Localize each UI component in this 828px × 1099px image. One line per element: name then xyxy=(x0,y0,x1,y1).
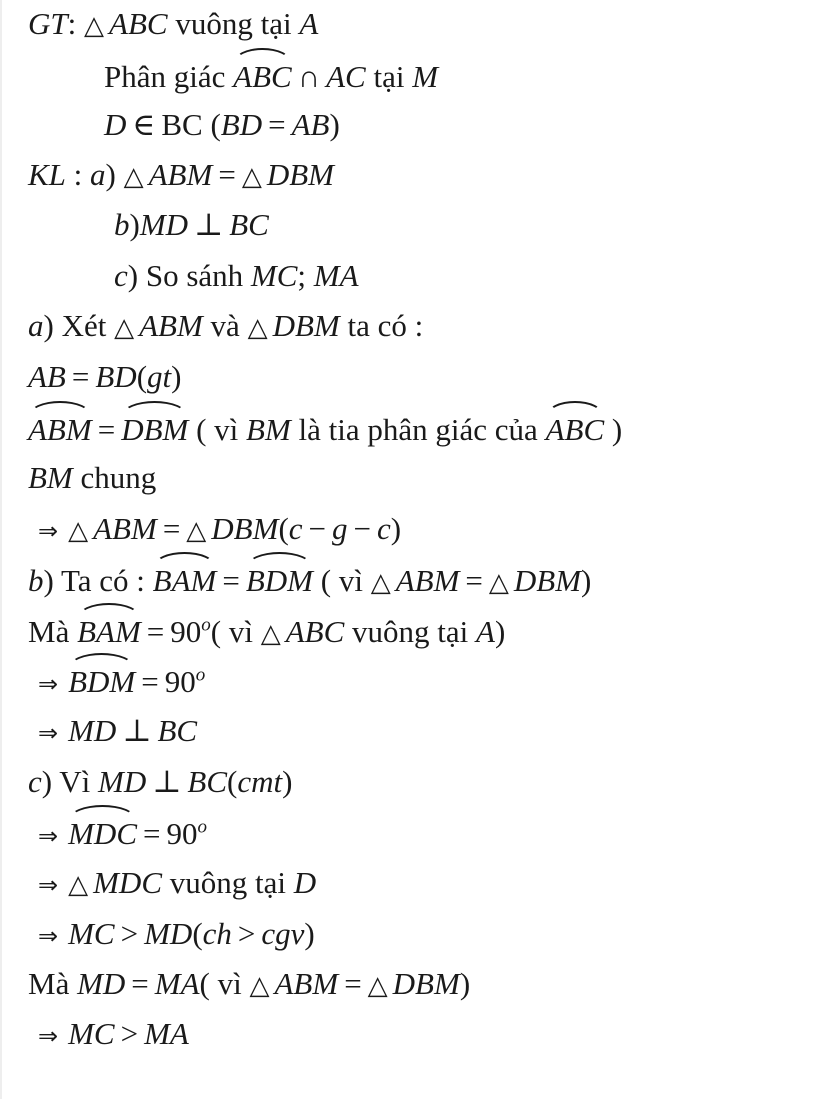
triangle-icon: △ xyxy=(241,162,262,192)
angle-arc: BDM xyxy=(246,559,313,601)
given-line-1: GT: △ ABC vuông tại A xyxy=(28,6,319,41)
angle-arc: ABM xyxy=(28,408,92,450)
angle-arc: ABC xyxy=(546,408,605,450)
triangle-icon: △ xyxy=(68,516,89,546)
triangle-icon: △ xyxy=(249,971,270,1001)
proof-b-step-2: Mà BAM = $90^o$( vì △ ABC vuông tại A) xyxy=(28,610,505,650)
proof-b-result: ⇒ MD ⊥ BC xyxy=(30,711,197,751)
angle-arc: DBM xyxy=(121,408,188,450)
triangle-icon: △ xyxy=(123,162,144,192)
triangle-icon: △ xyxy=(68,870,89,900)
proof-b-step-3: ⇒ BDM = $90^o$ xyxy=(30,660,205,700)
angle-arc: BAM xyxy=(77,610,141,652)
angle-arc: BAM xyxy=(153,559,217,601)
proof-c-result: ⇒ MC > MA xyxy=(30,1014,189,1054)
conclusion-line-3: c) So sánh MC; MA xyxy=(114,258,359,293)
given-line-2: Phân giác ABC ∩ AC tại M xyxy=(104,55,438,95)
proof-c-step-4: ⇒ MC > MD(ch > cgv) xyxy=(30,914,315,954)
triangle-icon: △ xyxy=(260,619,281,649)
proof-a-step-1: AB = BD(gt) xyxy=(28,359,182,394)
angle-arc: BDM xyxy=(68,660,135,702)
proof-c-step-3: ⇒ △ MDC vuông tại D xyxy=(30,863,316,903)
triangle-icon: △ xyxy=(186,516,207,546)
implies-icon: ⇒ xyxy=(38,719,59,747)
triangle-icon: △ xyxy=(84,11,105,41)
triangle-icon: △ xyxy=(370,568,391,598)
proof-a-intro: a) Xét △ ABM và △ DBM ta có : xyxy=(28,308,424,343)
proof-a-step-2: ABM = DBM ( vì BM là tia phân giác của ABC ) xyxy=(28,408,622,448)
triangle-icon: △ xyxy=(114,313,135,343)
implies-icon: ⇒ xyxy=(38,922,59,950)
implies-icon: ⇒ xyxy=(38,822,59,850)
triangle-icon: △ xyxy=(367,971,388,1001)
proof-a-step-3: BM chung xyxy=(28,460,157,495)
proof-c-step-2: ⇒ MDC = $90^o$ xyxy=(30,812,207,852)
angle-arc: ABC xyxy=(233,55,292,97)
given-line-3: D ∈ BC (BD = AB) xyxy=(104,107,340,142)
proof-c-step-1: c) Vì MD ⊥ BC(cmt) xyxy=(28,764,293,799)
implies-icon: ⇒ xyxy=(38,871,59,899)
angle-arc: MDC xyxy=(68,812,137,854)
implies-icon: ⇒ xyxy=(38,517,59,545)
triangle-icon: △ xyxy=(488,568,509,598)
conclusion-label: KL xyxy=(28,157,66,192)
conclusion-line-1: KL : a) △ ABM = △ DBM xyxy=(28,157,334,192)
proof-a-result: ⇒ △ ABM = △ DBM(c − g − c) xyxy=(30,509,401,549)
given-label: GT xyxy=(28,6,68,41)
conclusion-line-2: b)MD ⊥ BC xyxy=(114,207,269,242)
implies-icon: ⇒ xyxy=(38,1022,59,1050)
proof-b-step-1: b) Ta có : BAM = BDM ( vì △ ABM = △ DBM) xyxy=(28,559,591,599)
proof-c-step-5: Mà MD = MA( vì △ ABM = △ DBM) xyxy=(28,966,471,1001)
triangle-icon: △ xyxy=(247,313,268,343)
implies-icon: ⇒ xyxy=(38,670,59,698)
